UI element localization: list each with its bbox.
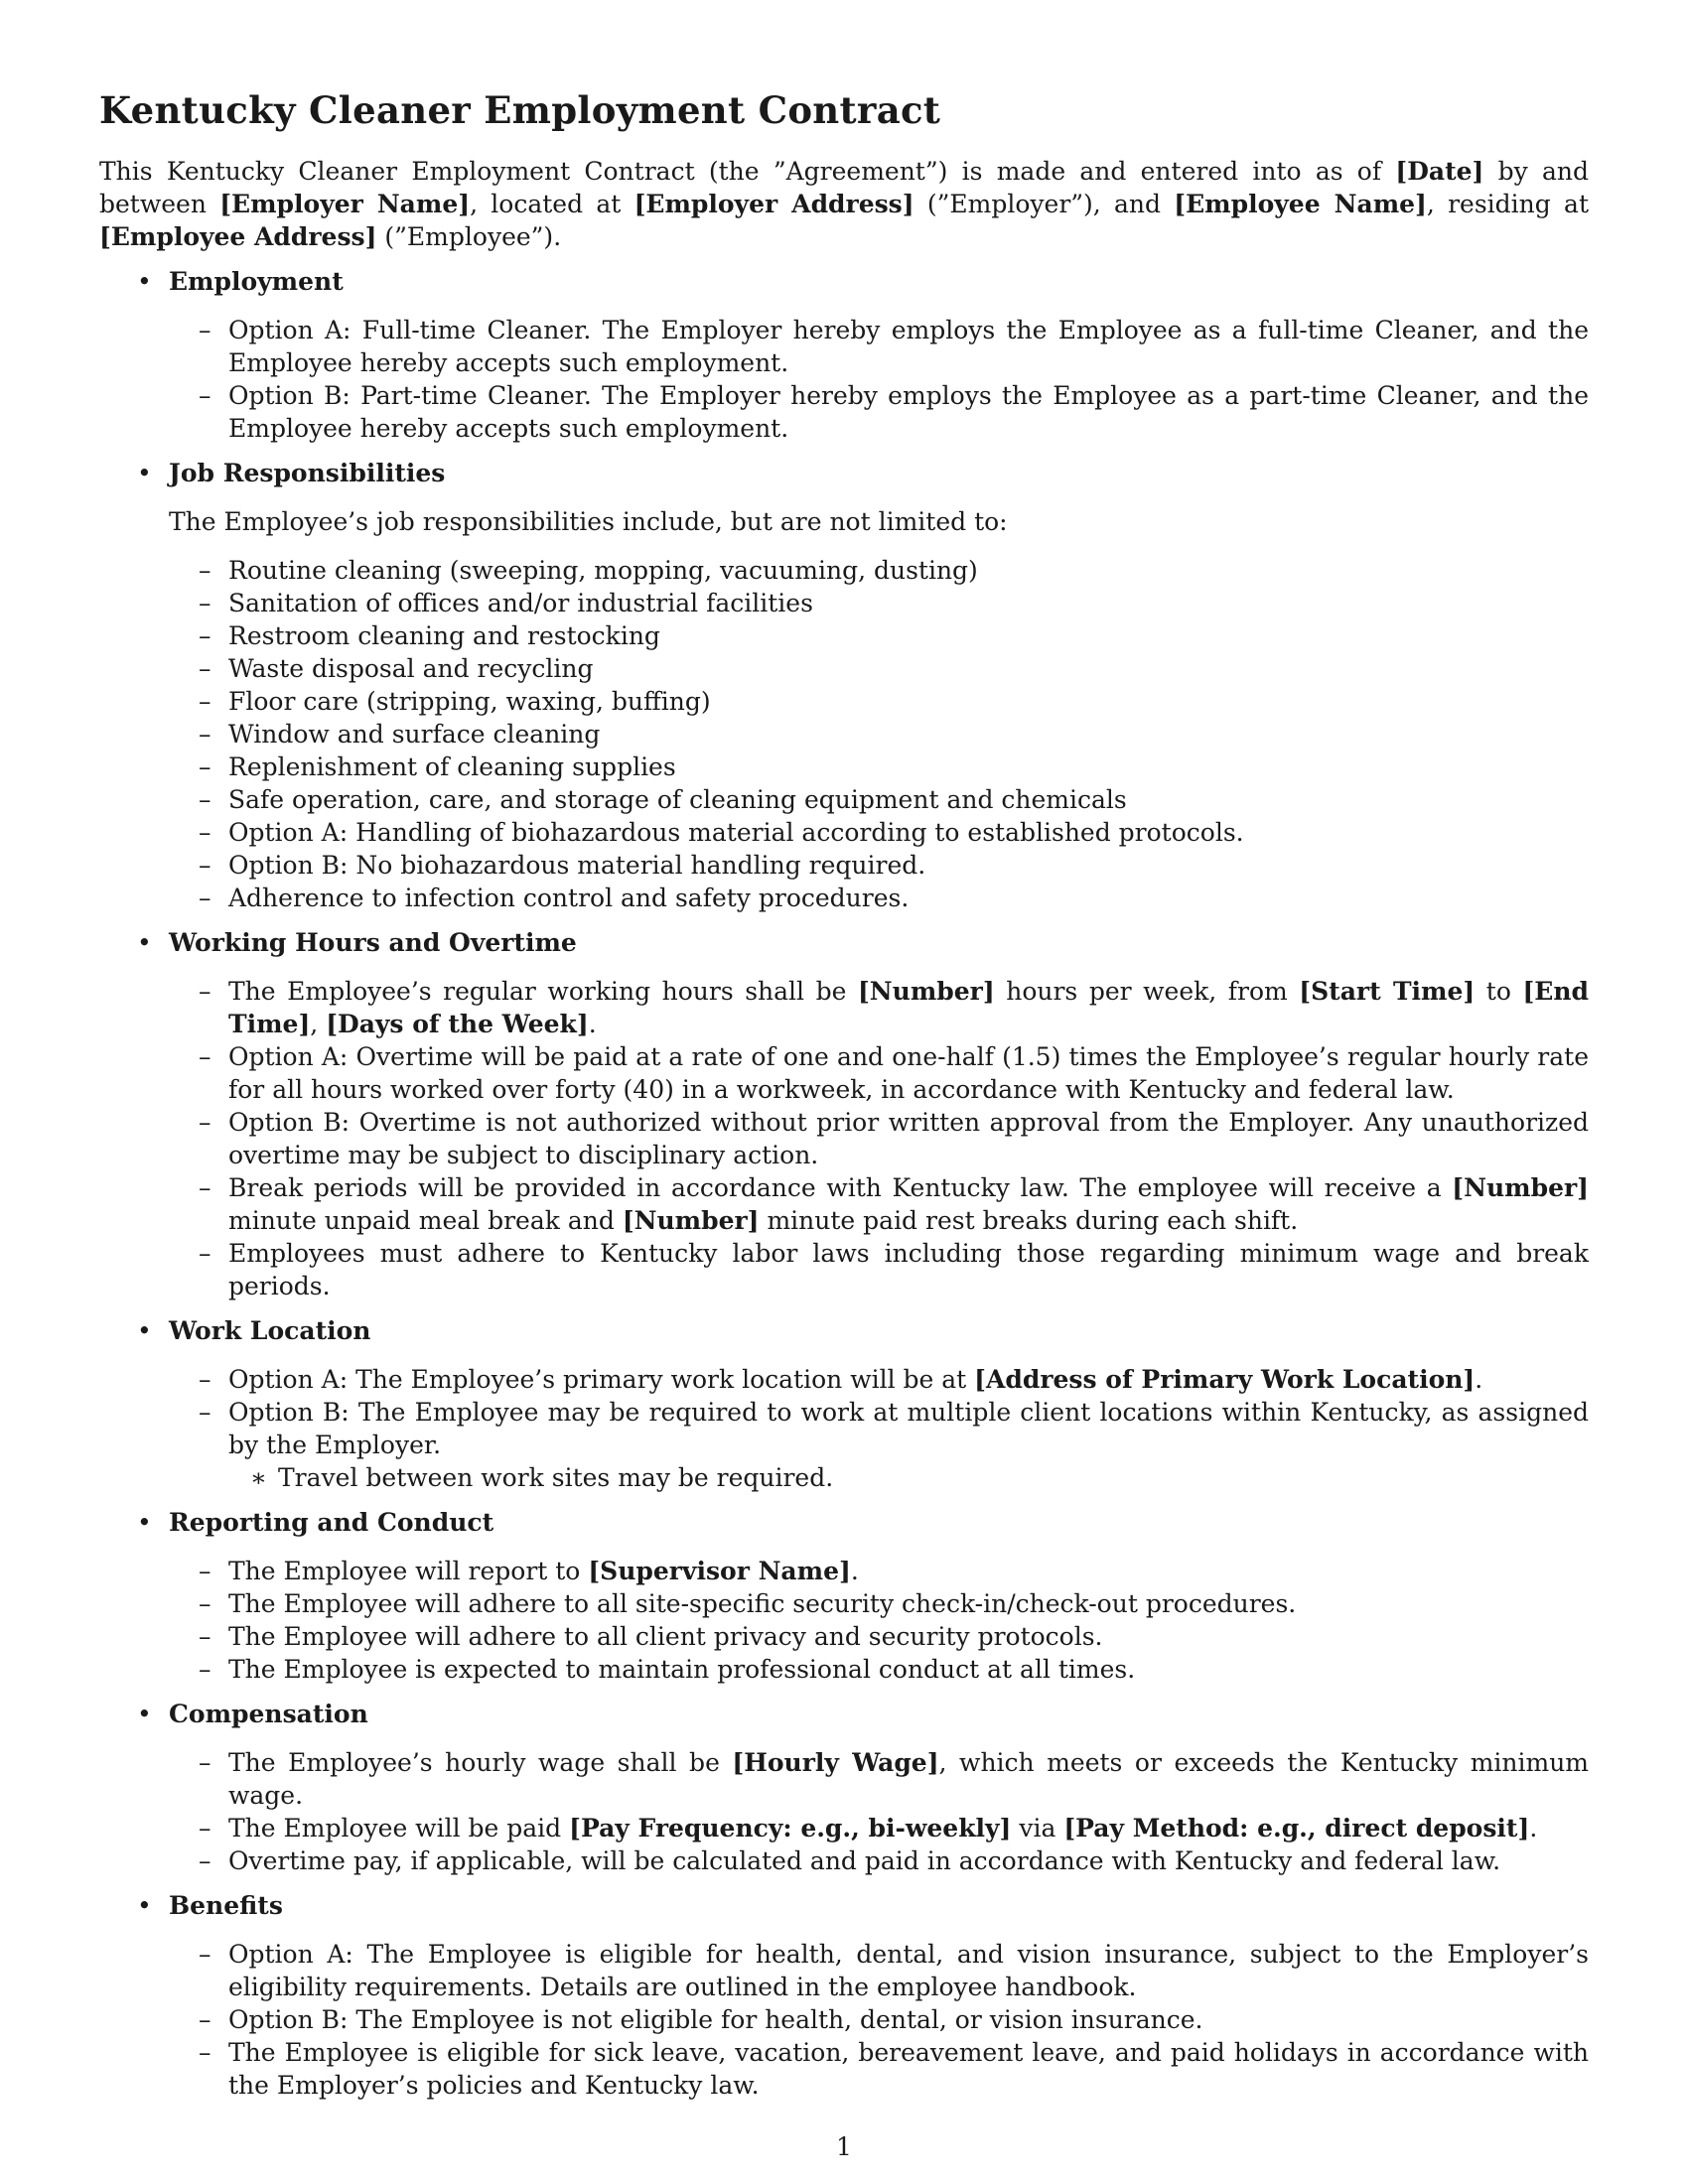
intro-text: (”Employee”). bbox=[376, 222, 562, 251]
pay-frequency-placeholder: [Pay Frequency: e.g., bi-weekly] bbox=[569, 1814, 1012, 1843]
list-item: – Restroom cleaning and restocking bbox=[169, 619, 1589, 652]
item-list bbox=[169, 1746, 1589, 1877]
list-item: – Floor care (stripping, waxing, buffing) bbox=[169, 685, 1589, 718]
section-job-responsibilities bbox=[99, 457, 1589, 914]
work-address-placeholder: [Address of Primary Work Location] bbox=[974, 1365, 1476, 1394]
list-item: – Overtime pay, if applicable, will be calculated and paid in accordance with Kentucky and federal law. bbox=[169, 1844, 1589, 1877]
list-item: – The Employee will report to [Supervisor Name]. bbox=[169, 1555, 1589, 1587]
section-title: • Working Hours and Overtime bbox=[169, 928, 577, 957]
section-title: • Job Responsibilities bbox=[169, 459, 446, 487]
number-placeholder: [Number] bbox=[1452, 1173, 1589, 1202]
employee-address-placeholder: [Employee Address] bbox=[99, 222, 377, 251]
hourly-wage-placeholder: [Hourly Wage] bbox=[732, 1748, 939, 1777]
section-title: • Employment bbox=[169, 267, 344, 296]
item-list bbox=[169, 1938, 1589, 2102]
list-item: – Sanitation of offices and/or industrial facilities bbox=[169, 587, 1589, 619]
list-item: – The Employee’s hourly wage shall be [Hourly Wage], which meets or exceeds the Kentucky minimum wage. bbox=[169, 1746, 1589, 1812]
intro-text: , located at bbox=[470, 190, 634, 218]
sub-list-item: ∗ Travel between work sites may be required. bbox=[228, 1461, 1589, 1494]
list-item: – Option B: The Employee may be required to work at multiple client locations within Kentucky, as assigned by the Employer. ∗ Travel between work sites may be required. bbox=[169, 1396, 1589, 1494]
employee-name-placeholder: [Employee Name] bbox=[1174, 190, 1427, 218]
supervisor-placeholder: [Supervisor Name] bbox=[588, 1557, 851, 1585]
list-item: – Adherence to infection control and safety procedures. bbox=[169, 882, 1589, 914]
list-item: – Option B: No biohazardous material handling required. bbox=[169, 849, 1589, 882]
pay-method-placeholder: [Pay Method: e.g., direct deposit] bbox=[1063, 1814, 1530, 1843]
list-item: – Break periods will be provided in accordance with Kentucky law. The employee will receive a [Number] minute unpaid meal break and [Number] minute paid rest breaks during each shift. bbox=[169, 1171, 1589, 1237]
start-time-placeholder: [Start Time] bbox=[1299, 977, 1476, 1006]
list-item: – The Employee’s regular working hours shall be [Number] hours per week, from [Start Time] to [End Time], [Days of the Week]. bbox=[169, 975, 1589, 1040]
intro-text: This Kentucky Cleaner Employment Contract (the ”Agreement”) is made and entered into as of bbox=[99, 157, 1396, 186]
section-working-hours bbox=[99, 926, 1589, 1302]
item-list bbox=[169, 314, 1589, 445]
list-item: – Option B: The Employee is not eligible for health, dental, or vision insurance. bbox=[169, 2003, 1589, 2036]
list-item: – Replenishment of cleaning supplies bbox=[169, 751, 1589, 783]
end-time-placeholder: [End Time] bbox=[228, 977, 1589, 1038]
list-item: – Employees must adhere to Kentucky labor laws including those regarding minimum wage and break periods. bbox=[169, 1237, 1589, 1302]
list-item: – Window and surface cleaning bbox=[169, 718, 1589, 751]
list-item: – The Employee is eligible for sick leave, vacation, bereavement leave, and paid holidays in accordance with the Employer’s policies and Kentucky law. bbox=[169, 2036, 1589, 2102]
intro-text: (”Employer”), and bbox=[914, 190, 1175, 218]
item-list bbox=[169, 554, 1589, 914]
list-item: – Safe operation, care, and storage of cleaning equipment and chemicals bbox=[169, 783, 1589, 816]
number-placeholder: [Number] bbox=[857, 977, 995, 1006]
intro-paragraph bbox=[99, 155, 1589, 253]
date-placeholder: [Date] bbox=[1395, 157, 1484, 186]
section-benefits bbox=[99, 1889, 1589, 2102]
section-work-location bbox=[99, 1314, 1589, 1494]
list-item: – The Employee will adhere to all client privacy and security protocols. bbox=[169, 1620, 1589, 1653]
list-item: – Option A: Handling of biohazardous material according to established protocols. bbox=[169, 816, 1589, 849]
item-list bbox=[169, 975, 1589, 1302]
intro-text: , residing at bbox=[1426, 190, 1589, 218]
section-title: • Reporting and Conduct bbox=[169, 1508, 494, 1537]
section-title: • Compensation bbox=[169, 1700, 368, 1728]
list-item: – Option A: Overtime will be paid at a rate of one and one-half (1.5) times the Employee’s regular hourly rate for all hours worked over forty (40) in a workweek, in accordance with Kentucky and federal law. bbox=[169, 1040, 1589, 1106]
list-item: – Option B: Part-time Cleaner. The Employer hereby employs the Employee as a part-time Cleaner, and the Employee hereby accepts such employment. bbox=[169, 379, 1589, 445]
employer-name-placeholder: [Employer Name] bbox=[219, 190, 471, 218]
section-title: • Work Location bbox=[169, 1316, 371, 1345]
list-item: – Option B: Overtime is not authorized without prior written approval from the Employer. Any unauthorized overtime may be subject to disciplinary action. bbox=[169, 1106, 1589, 1171]
list-item: – The Employee will adhere to all site-specific security check-in/check-out procedures. bbox=[169, 1587, 1589, 1620]
contract-page bbox=[99, 87, 1589, 2114]
days-placeholder: [Days of the Week] bbox=[326, 1010, 589, 1038]
item-list bbox=[169, 1363, 1589, 1494]
list-item: – Option A: The Employee is eligible for health, dental, and vision insurance, subject to the Employer’s eligibility requirements. Details are outlined in the employee handbook. bbox=[169, 1938, 1589, 2003]
list-item: – The Employee is expected to maintain professional conduct at all times. bbox=[169, 1653, 1589, 1686]
list-item: – Option A: Full-time Cleaner. The Employer hereby employs the Employee as a full-time Cleaner, and the Employee hereby accepts such employment. bbox=[169, 314, 1589, 379]
section-list bbox=[99, 265, 1589, 2102]
section-title: • Benefits bbox=[169, 1891, 283, 1920]
sub-list bbox=[228, 1461, 1589, 1494]
section-reporting-conduct bbox=[99, 1506, 1589, 1686]
section-intro: The Employee’s job responsibilities include, but are not limited to: bbox=[169, 507, 1008, 536]
list-item: – Routine cleaning (sweeping, mopping, vacuuming, dusting) bbox=[169, 554, 1589, 587]
number-placeholder: [Number] bbox=[622, 1206, 760, 1235]
list-item: – Waste disposal and recycling bbox=[169, 652, 1589, 685]
list-item: – The Employee will be paid [Pay Frequency: e.g., bi-weekly] via [Pay Method: e.g., direct deposit]. bbox=[169, 1812, 1589, 1844]
intro-text: by and between bbox=[99, 157, 1590, 218]
list-item: – Option A: The Employee’s primary work location will be at [Address of Primary Work Location]. bbox=[169, 1363, 1589, 1396]
section-employment bbox=[99, 265, 1589, 445]
section-compensation bbox=[99, 1698, 1589, 1877]
item-list bbox=[169, 1555, 1589, 1686]
page-number: 1 bbox=[836, 2132, 852, 2161]
document-title: Kentucky Cleaner Employment Contract bbox=[99, 88, 941, 132]
employer-address-placeholder: [Employer Address] bbox=[633, 190, 914, 218]
